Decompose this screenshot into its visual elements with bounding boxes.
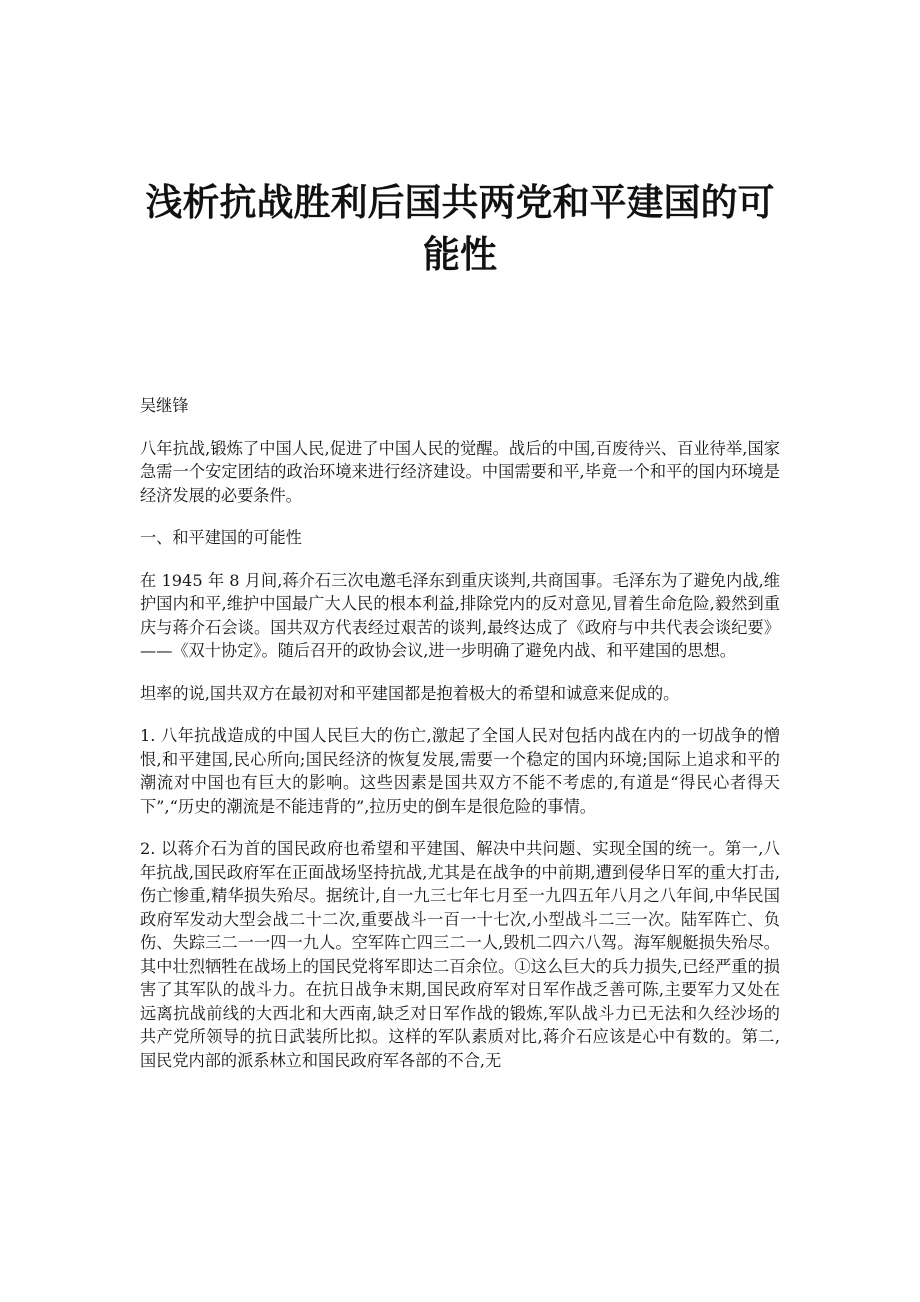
document-body	[140, 394, 780, 1091]
author-name: 吴继锋	[140, 396, 189, 415]
intro-paragraph: 八年抗战,锻炼了中国人民,促进了中国人民的觉醒。战后的中国,百废待兴、百业待举,国家急需一个安定团结的政治环境来进行经济建设。中国需要和平,毕竟一个和平的国内环境是经济发展的必要条件。	[140, 438, 780, 505]
numbered-paragraph-2: 2. 以蒋介石为首的国民政府也希望和平建国、解决中共问题、实现全国的统一。第一,八年抗战,国民政府军在正面战场坚持抗战,尤其是在战争的中前期,遭到侵华日军的重大打击,伤亡惨重,精华损失殆尽。据统计,自一九三七年七月至一九四五年八月之八年间,中华民国政府军发动大型会战二十二次,重要战斗一百一十七次,小型战斗二三一次。陆军阵亡、负伤、失踪三二一一四一九人。空军阵亡四三二一人,毁机二四六八驾。海军舰艇损失殆尽。其中壮烈牺牲在战场上的国民党将军即达二百余位。①这么巨大的兵力损失,已经严重的损害了其军队的战斗力。在抗日战争末期,国民政府军对日军作战乏善可陈,主要军力又处在远离抗战前线的大西北和大西南,缺乏对日军作战的锻炼,军队战斗力已无法和久经沙场的共产党所领导的抗日武装所比拟。这样的军队素质对比,蒋介石应该是心中有数的。第二,国民党内部的派系林立和国民政府军各部的不合,无	[140, 839, 780, 1070]
section-heading: 一、和平建国的可能性	[140, 528, 302, 547]
body-paragraph: 在 1945 年 8 月间,蒋介石三次电邀毛泽东到重庆谈判,共商国事。毛泽东为了避免内战,维护国内和平,维护中国最广大人民的根本利益,排除党内的反对意见,冒着生命危险,毅然到重庆与蒋介石会谈。国共双方代表经过艰苦的谈判,最终达成了《政府与中共代表会谈纪要》——《双十协定》。随后召开的政协会议,进一步明确了避免内战、和平建国的思想。	[140, 570, 780, 660]
document-title: 浅析抗战胜利后国共两党和平建国的可能性	[145, 180, 775, 276]
numbered-paragraph-1: 1. 八年抗战造成的中国人民巨大的伤亡,激起了全国人民对包括内战在内的一切战争的憎恨,和平建国,民心所向;国民经济的恢复发展,需要一个稳定的国内环境;国际上追求和平的潮流对中国也有巨大的影响。这些因素是国共双方不能不考虑的,有道是“得民心者得天下”,“历史的潮流是不能违背的”,拉历史的倒车是很危险的事情。	[140, 726, 780, 816]
body-paragraph: 坦率的说,国共双方在最初对和平建国都是抱着极大的希望和诚意来促成的。	[140, 683, 680, 703]
